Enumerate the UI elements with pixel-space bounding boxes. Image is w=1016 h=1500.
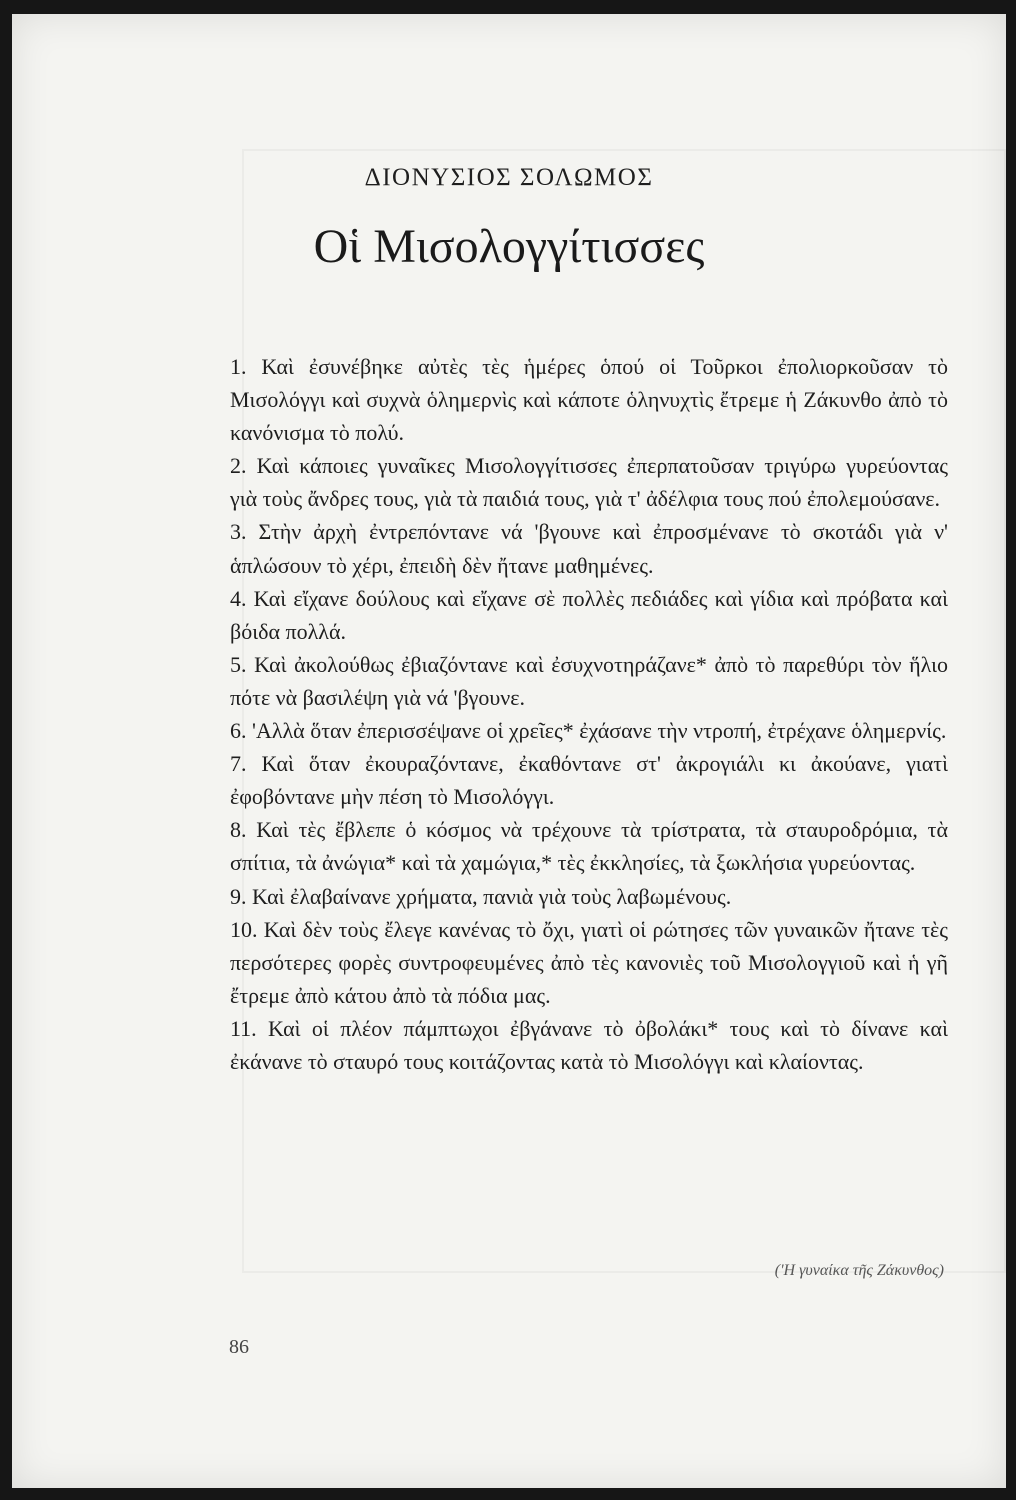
paragraph-3: 3. Στὴν ἀρχὴ ἐντρεπόντανε νά 'βγουνε καὶ ἐπροσμένανε τὸ σκοτάδι γιὰ ν' ἁπλώσουν τὸ χέρι, ἐπειδὴ δὲν ἤτανε μαθημένες. <box>230 519 948 578</box>
paragraph-8: 8. Καὶ τὲς ἔβλεπε ὁ κόσμος νὰ τρέχουνε τὰ τρίστρατα, τὰ σταυροδρόμια, τὰ σπίτια, τὰ ἀνώγια* καὶ τὰ χαμώγια,* τὲς ἐκκλησίες, τὰ ξωκλήσια γυρεύοντας. <box>230 817 948 876</box>
paragraph-4: 4. Καὶ εἴχανε δούλους καὶ εἴχανε σὲ πολλὲς πεδιάδες καὶ γίδια καὶ πρόβατα καὶ βόιδα πολλά. <box>230 585 948 644</box>
author-name: ΔΙΟΝΥΣΙΟΣ ΣΟΛΩΜΟΣ <box>364 164 654 191</box>
paragraph-9: 9. Καὶ ἐλαβαίνανε χρήματα, πανιὰ γιὰ τοὺς λαβωμένους. <box>230 883 732 909</box>
paragraph-6: 6. 'Αλλὰ ὅταν ἐπερισσέψανε οἱ χρεῖες* ἐχάσανε τὴν ντροπή, ἐτρέχανε ὁλημερνίς. <box>230 718 947 744</box>
paragraph-10: 10. Καὶ δὲν τοὺς ἔλεγε κανένας τὸ ὄχι, γιατὶ οἱ ρώτησες τῶν γυναικῶν ἤτανε τὲς περσότερες φορὲς συντροφευμένες ἀπὸ τὲς κανονιὲς τοῦ Μισολογγιοῦ καὶ ἡ γῆ ἔτρεμε ἀπὸ κάτου ἀπὸ τὰ πόδια μας. <box>230 916 948 1008</box>
poem-title: Οἱ Μισολογγίτισσες <box>313 220 705 273</box>
paragraph-2: 2. Καὶ κάποιες γυναῖκες Μισολογγίτισσες ἐπερπατοῦσαν τριγύρω γυρεύοντας γιὰ τοὺς ἄνδρες τους, γιὰ τὰ παιδιά τους, γιὰ τ' ἀδέλφια τους πού ἐπολεμούσανε. <box>230 453 948 512</box>
book-page <box>12 14 1006 1488</box>
paragraph-5: 5. Καὶ ἀκολούθως ἐβιαζόντανε καὶ ἐσυχνοτηράζανε* ἀπὸ τὸ παρεθύρι τὸν ἥλιο πότε νὰ βασιλέψη γιὰ νά 'βγουνε. <box>230 651 948 710</box>
paragraph-1: 1. Καὶ ἐσυνέβηκε αὐτὲς τὲς ἡμέρες ὁπού οἱ Τοῦρκοι ἐπολιορκοῦσαν τὸ Μισολόγγι καὶ συχνὰ ὁλημερνὶς καὶ κάποτε ὁληνυχτὶς ἔτρεμε ἡ Ζάκυνθο ἀπὸ τὸ κανόνισμα τὸ πολύ. <box>230 354 948 446</box>
source-citation: ('Η γυναίκα τῆς Ζάκυνθος) <box>774 1262 944 1279</box>
page-number: 86 <box>229 1336 249 1358</box>
text-body <box>230 350 948 1078</box>
paragraph-7: 7. Καὶ ὅταν ἐκουραζόντανε, ἐκαθόντανε στ' ἀκρογιάλι κι ἀκούανε, γιατὶ ἐφοβόντανε μὴν πέση τὸ Μισολόγγι. <box>230 751 948 810</box>
paragraph-11: 11. Καὶ οἱ πλέον πάμπτωχοι ἐβγάνανε τὸ ὀβολάκι* τους καὶ τὸ δίνανε καὶ ἐκάνανε τὸ σταυρό τους κοιτάζοντας κατὰ τὸ Μισολόγγι καὶ κλαίοντας. <box>230 1015 948 1074</box>
